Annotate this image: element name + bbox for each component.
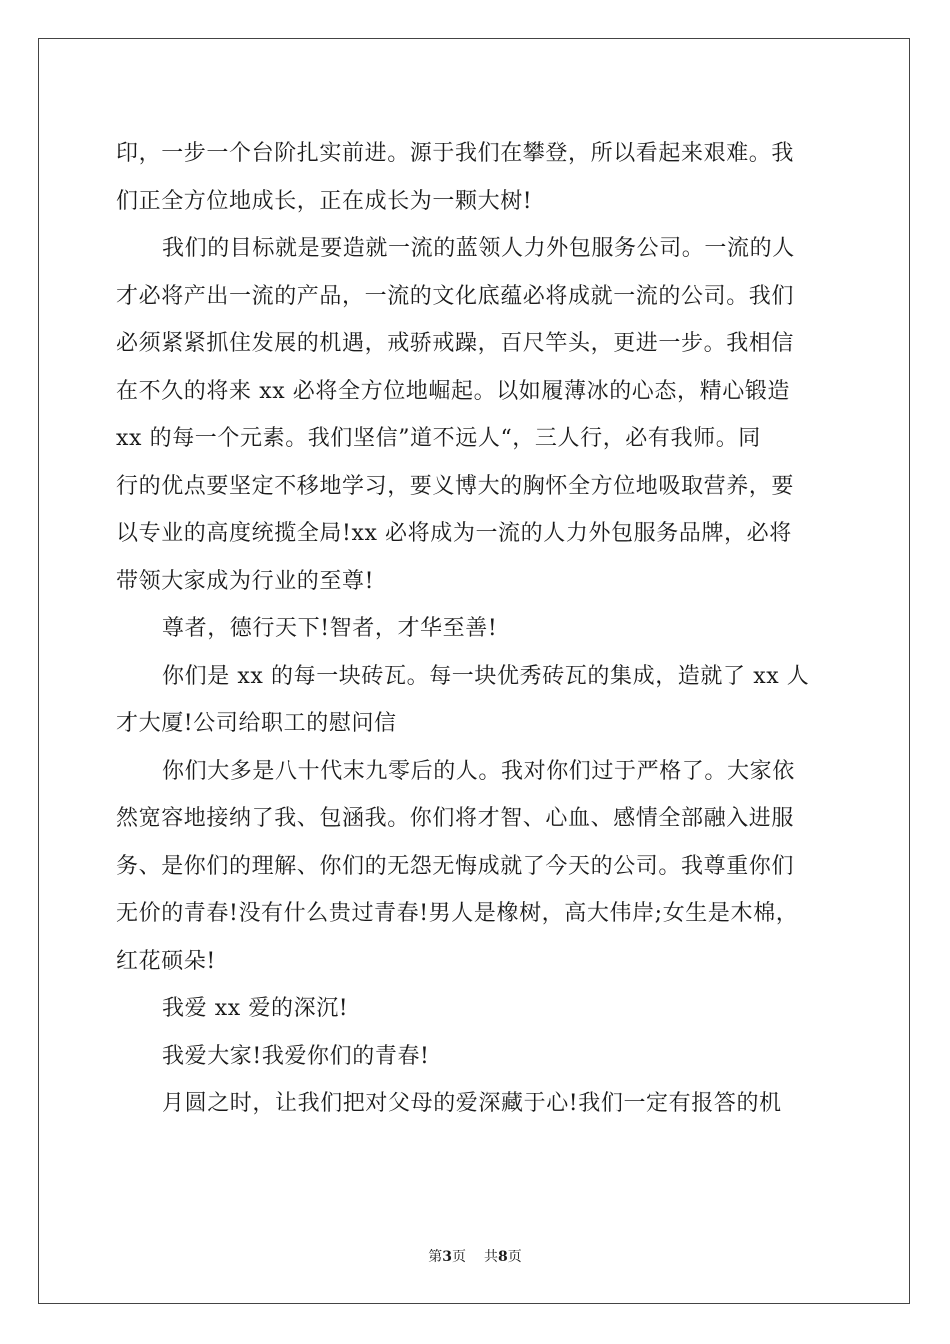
page-footer (0, 1246, 950, 1266)
text-line: 在不久的将来 xx 必将全方位地崛起。以如履薄冰的心态，精心锻造 (116, 378, 791, 404)
text-line: 你们是 xx 的每一块砖瓦。每一块优秀砖瓦的集成，造就了 xx 人 (162, 663, 810, 689)
page-number: 3 (442, 1249, 452, 1265)
total-prefix: 共 (484, 1249, 498, 1265)
text-line: xx 的每一个元素。我们坚信”道不远人“，三人行，必有我师。同 (116, 426, 761, 451)
page-prefix: 第 (428, 1249, 443, 1265)
total-suffix: 页 (507, 1249, 522, 1265)
text-line: 月圆之时，让我们把对父母的爱深藏于心!我们一定有报答的机 (162, 1091, 782, 1116)
document-body (116, 130, 838, 1128)
text-line: 红花硕朵! (116, 948, 216, 974)
text-line: 印，一步一个台阶扎实前进。源于我们在攀登，所以看起来艰难。我 (116, 141, 795, 166)
text-line: 带领大家成为行业的至尊! (116, 568, 375, 594)
text-line: 才大厦!公司给职工的慰问信 (116, 711, 397, 736)
text-line: 才必将产出一流的产品，一流的文化底蕴必将成就一流的公司。我们 (116, 283, 795, 309)
total-pages: 8 (498, 1249, 508, 1265)
text-line: 们正全方位地成长，正在成长为一颗大树! (116, 188, 533, 214)
text-line: 务、是你们的理解、你们的无怨无悔成就了今天的公司。我尊重你们 (116, 853, 795, 879)
text-line: 以专业的高度统揽全局!xx 必将成为一流的人力外包服务品牌，必将 (116, 521, 792, 546)
page-suffix: 页 (452, 1249, 466, 1265)
text-line: 必须紧紧抓住发展的机遇，戒骄戒躁，百尺竿头，更进一步。我相信 (116, 331, 795, 356)
text-line: 我爱大家!我爱你们的青春! (162, 1043, 430, 1069)
text-line: 尊者，德行天下!智者，才华至善! (162, 616, 498, 641)
text-line: 然宽容地接纳了我、包涵我。你们将才智、心血、感情全部融入进服 (116, 806, 795, 831)
text-line: 行的优点要坚定不移地学习，要义博大的胸怀全方位地吸取营养，要 (116, 473, 795, 499)
text-line: 无价的青春!没有什么贵过青春!男人是橡树，高大伟岸;女生是木棉， (116, 901, 799, 926)
text-line: 我爱 xx 爱的深沉! (162, 996, 349, 1021)
text-line: 我们的目标就是要造就一流的蓝领人力外包服务公司。一流的人 (162, 236, 795, 261)
text-line: 你们大多是八十代末九零后的人。我对你们过于严格了。大家依 (162, 758, 795, 784)
